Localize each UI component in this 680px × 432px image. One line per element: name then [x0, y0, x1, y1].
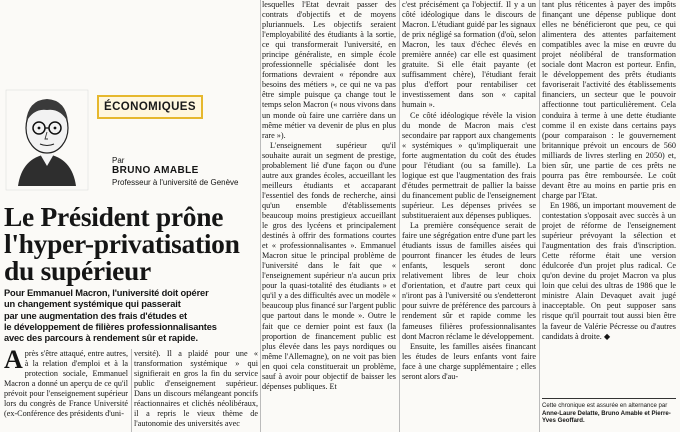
article-column-2: [134, 349, 258, 432]
column-rule: [399, 0, 400, 432]
standfirst-line: par une augmentation des frais d'études et: [4, 310, 187, 321]
standfirst-line: le développement de filières professionnalisantes: [4, 321, 217, 332]
author-portrait-illustration: [4, 88, 90, 192]
standfirst-line: un changement systémique qui passerait: [4, 299, 181, 310]
footnote-authors: Anne-Laure Delatte, Bruno Amable et Pierre-Yves Geoffard.: [542, 409, 671, 424]
column-rule: [131, 349, 132, 432]
column-rule: [260, 0, 261, 432]
footnote-intro: Cette chronique est assurée en alternance par: [542, 402, 668, 409]
standfirst-line: Pour Emmanuel Macron, l'université doit opérer: [4, 288, 209, 298]
article-column-1: [4, 349, 128, 432]
byline-author: BRUNO AMABLE: [112, 165, 199, 176]
column-rule: [539, 0, 540, 432]
column-text: près s'être attaqué, entre autres, à la relation d'emploi et à la protection sociale, Emmanuel Macron a donné un aperçu de ce qu'il prévoit pour l'enseignement supérieur lors du congrès de France Université (ex-Conférence des présidents d'uni-: [4, 349, 128, 419]
article-title: [4, 203, 266, 284]
paragraph: L'enseignement supérieur qu'il souhaite aurait un segment de prestige, probablement lié d'une façon ou d'une autre aux grandes écoles, accueillant les meilleurs étudiants et accaparant l'essentiel des fonds de recherche, ainsi qu'un ensemble d'établissements beaucoup moins prestigieux accueillant le gros des lycéens et principalement destinés à offrir des formations courtes et « professionnalisantes ». Emmanuel Macron situe le principal problème de l'université dans le fait que « l'enseignement supérieur n'a aucun prix pour la quasi-totalité des étudiants » et qu'il y a des difficultés avec un modèle « beaucoup plus financé sur l'argent public que partout dans le monde ». Outre le fait que ce dernier point est faux (la proportion de financement public est plus élevée dans les pays nordiques ou même l'Allemagne), on ne voit pas bien en quoi cela constituerait un problème, sauf à avoir pour objectif de baisser les dépenses publiques. Et: [262, 140, 396, 391]
drop-cap: A: [4, 349, 23, 374]
article-column-4: [402, 0, 536, 432]
title-line: du supérieur: [4, 255, 151, 286]
paragraph: c'est précisément ça l'objectif. Il y a un côté idéologique dans le discours de Macron. L'étudiant guidé par les signaux de prix négligé sa formation (d'où, selon Macron, les taux d'échec élevés en première année) car elle est quasiment gratuite. Si elle était payante (et suffisamment chère), l'étudiant ferait plus d'effort pour rentabiliser cet investissement dans son « capital humain ».: [402, 0, 536, 110]
paragraph: Ce côté idéologique révèle la vision du monde de Macron mais c'est secondaire par rapport aux changements « systémiques » qu'impliquerait une forte augmentation du coût des études pour l'étudiant (ou sa famille). La logique est que l'augmentation des frais d'études permettrait de pallier la baisse du financement public de l'enseignement supérieur. Les dépenses privées se substitueraient aux dépenses publiques.: [402, 110, 536, 220]
article-column-3: [262, 0, 396, 432]
standfirst-line: avec des parcours à rendement sûr et rapide.: [4, 333, 198, 344]
paragraph: tant plus réticentes à payer des impôts finançant une dépense publique dont elles ne bénéficieront que peu, ce qui alimentera des attentes parfaitement compatibles avec la mise en œuvre du projet néolibéral de transformation sociale dont Macron est porteur. Enfin, le développement des prêts étudiants favoriserait l'activité des établissements financiers, un secteur que le pouvoir affectionne tout particulièrement. Cela conduira à terme à une dette étudiante comme il en existe dans certains pays (pour comparaison : le gouvernement britannique prévoit un encours de 560 milliards de livres sterling en 2050) et, bien sûr, une partie de ces prêts ne pourra pas être remboursée. Le coût devant être au moins en partie pris en charge par l'Etat.: [542, 0, 676, 200]
section-label: ÉCONOMIQUES: [97, 95, 203, 119]
paragraph: versité). Il a plaidé pour une « transformation systémique » qui signifierait en gros la fin du service public d'enseignement supérieur. Dans un discours mélangeant poncifs réactionnaires et clichés néolibéraux, il a repris le vieux thème de l'autonomie des universités avec: [134, 349, 258, 429]
title-line: l'hyper-privatisation: [4, 228, 240, 259]
byline-role: Professeur à l'université de Genève: [112, 178, 239, 187]
byline-prefix: Par: [112, 156, 125, 165]
paragraph: La première conséquence serait de faire une ségrégation entre d'une part les étudiants issus de familles aisées qui pourront financer les études de leurs enfants, lesquels seront donc relativement libres de leur choix d'orientation, et d'autre part ceux qui n'iront pas à l'université ou s'endetteront pour suivre de préférence des parcours à rendement sûr et rapide comme les fameuses filières professionnalisantes dont Macron réclame le développement.: [402, 221, 536, 341]
standfirst: [4, 288, 268, 344]
article-column-5: [542, 0, 676, 394]
paragraph: En 1986, un important mouvement de contestation s'opposait avec succès à un projet de réforme de l'enseignement supérieur prévoyant la sélection et l'augmentation des frais d'inscription. Cette réforme était une version édulcorée d'un projet plus radical. Ce qu'on devine du projet Macron va plus loin que celui des ultras de 1986 que le ministre Alain Devaquet avait jugé inacceptable. On peut supposer sans risque qu'il pourrait tout aussi bien être la faveur de Valérie Pécresse ou d'autres candidats à droite. ◆: [542, 200, 676, 341]
paragraph: Ensuite, les familles aisées financant les études de leurs enfants vont faire face à une charge supplémentaire ; elles seront alors d'au-: [402, 341, 536, 381]
footnote: [542, 398, 676, 425]
title-line: Le Président prône: [4, 201, 224, 232]
paragraph: lesquelles l'Etat devrait passer des contrats d'objectifs et de moyens pluriannuels. Les objectifs seraient l'employabilité des étudiants à la sortie, ce qui transformerait l'université, en principe généraliste, en simple école professionnelle spécialisée dont les formations devraient « répondre aux besoins des métiers », ce qui ne va pas être simple puisque ça change tout le temps selon Macron (« nous vivons dans un monde où faire une carrière dans un même métier va devenir de plus en plus rare »).: [262, 0, 396, 140]
